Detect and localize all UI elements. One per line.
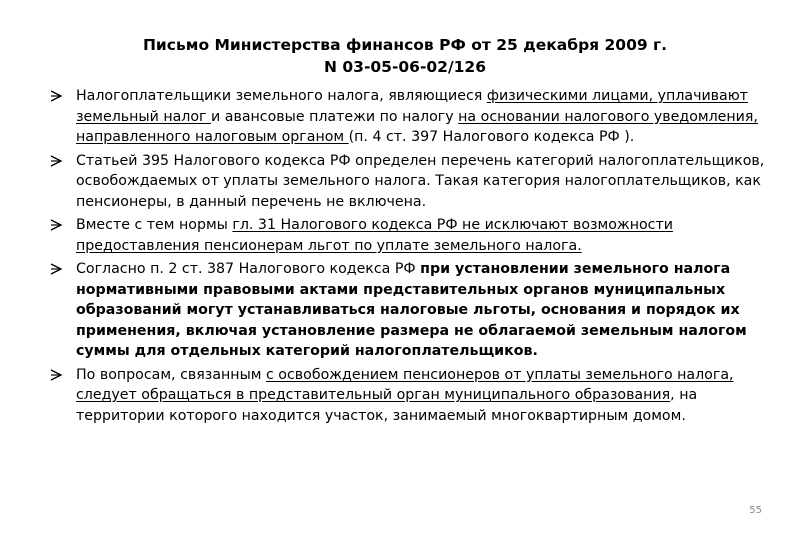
- list-item: [50, 86, 770, 148]
- bullet-1-text-2: и авансовые платежи по налогу: [211, 108, 459, 125]
- bullet-3-underline-1: гл. 31 Налогового кодекса РФ не исключают возможности предоставления пенсионерам льгот по уплате земельного налога.: [76, 217, 673, 254]
- bullet-5-underline-1: с освобождением пенсионеров от уплаты земельного налога, следует обращаться в представительный орган муниципального образования: [76, 366, 734, 403]
- list-item: [50, 259, 770, 362]
- bullet-1-text-1: Налогоплательщики земельного налога, являющиеся: [76, 88, 487, 104]
- arrow-bullet-icon: [50, 369, 62, 381]
- page-number: 55: [749, 505, 762, 516]
- document-title: [0, 34, 810, 78]
- bullet-4-bold-1: при установлении земельного налога нормативными правовыми актами представительных органов муниципальных образований могут устанавливаться налоговые льготы, основания и порядок их применения, включая установление размера не облагаемой земельным налогом суммы для отдельных категорий налогоплательщиков.: [76, 261, 747, 359]
- bullet-1-underline-2: на основании налогового уведомления, направленного налоговым органом: [76, 108, 758, 145]
- title-line-1: Письмо Министерства финансов РФ от 25 декабря 2009 г.: [142, 36, 668, 54]
- list-item: [50, 215, 770, 256]
- bullet-1-text-3: (п. 4 ст. 397 Налогового кодекса РФ ).: [348, 129, 635, 145]
- title-line-2: N 03-05-06-02/126: [324, 58, 486, 76]
- list-item: [50, 151, 770, 213]
- bullet-5-text-1: По вопросам, связанным: [76, 366, 266, 383]
- bullet-4-text-1: Согласно п. 2 ст. 387 Налогового кодекса РФ: [76, 261, 421, 277]
- bullet-2-text-1: Статьей 395 Налогового кодекса РФ определен перечень категорий налогоплательщиков, освобождаемых от уплаты земельного налога. Такая категория налогоплательщиков, как пенсионеры, в данный перечень не включена.: [76, 152, 765, 210]
- list-item: [50, 365, 770, 427]
- bullet-5-text-2: , на территории которого находится участок, занимаемый многоквартирным домом.: [76, 387, 698, 424]
- bullet-list: [50, 86, 770, 429]
- bullet-3-text-1: Вместе с тем нормы: [76, 217, 233, 233]
- arrow-bullet-icon: [50, 155, 62, 167]
- arrow-bullet-icon: [50, 219, 62, 231]
- arrow-bullet-icon: [50, 263, 62, 275]
- bullet-1-underline-1: физическими лицами, уплачивают земельный налог: [76, 88, 748, 125]
- arrow-bullet-icon: [50, 90, 62, 102]
